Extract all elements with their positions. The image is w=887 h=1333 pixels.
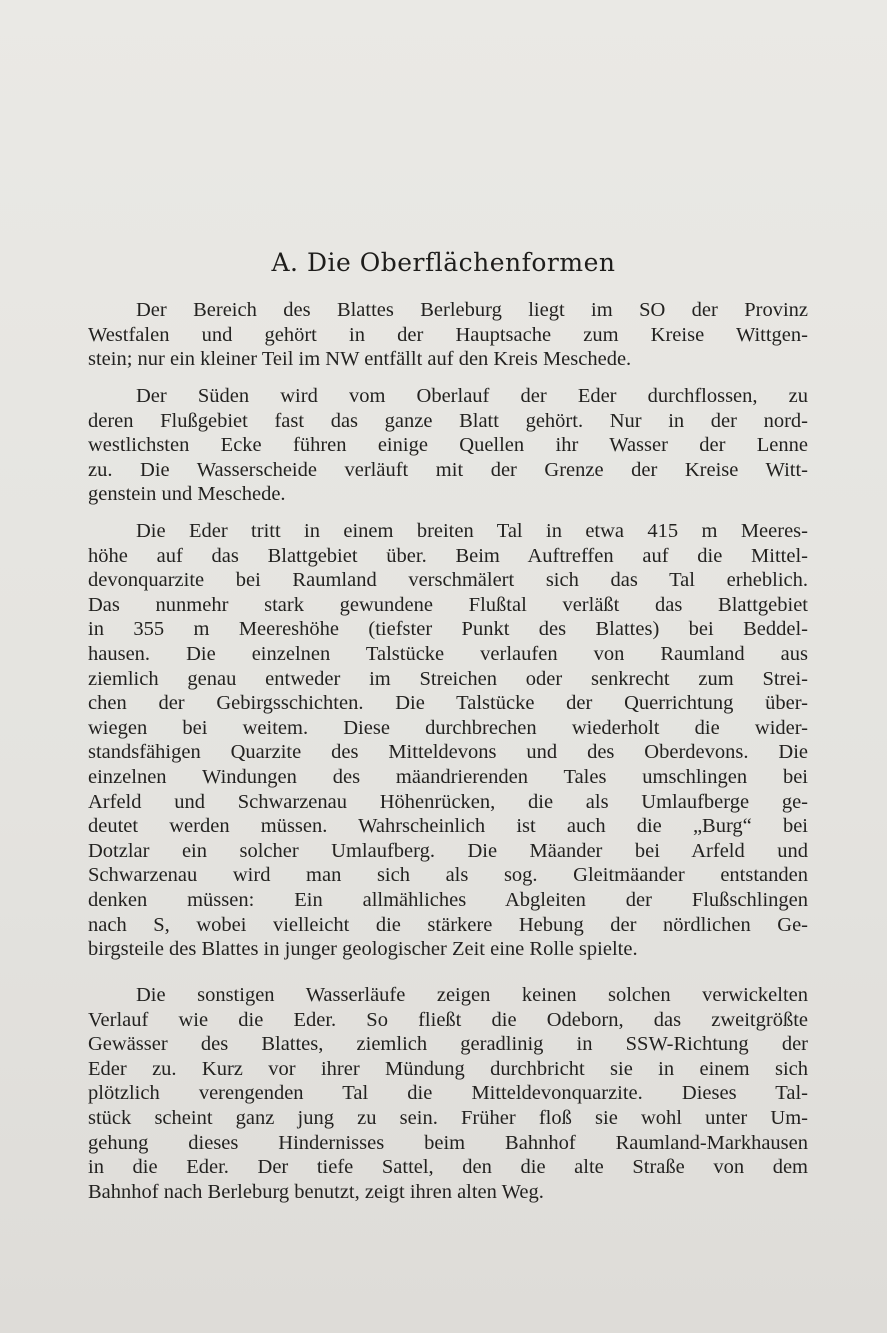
paragraph-line: einzelnen Windungen des mäandrierenden Tales umschlingen bei xyxy=(88,765,808,788)
paragraph-line: Schwarzenau wird man sich als sog. Gleitmäander entstanden xyxy=(88,864,808,887)
paragraph-2 xyxy=(88,384,808,507)
paragraph-line: plötzlich verengenden Tal die Mitteldevonquarzite. Dieses Tal- xyxy=(88,1082,808,1105)
section-heading: A. Die Oberflächenformen xyxy=(271,248,616,277)
paragraph-line: Arfeld und Schwarzenau Höhenrücken, die als Umlaufberge ge- xyxy=(88,790,808,813)
paragraph-line: chen der Gebirgsschichten. Die Talstücke der Querrichtung über- xyxy=(88,692,808,715)
paragraph-line: deren Flußgebiet fast das ganze Blatt gehört. Nur in der nord- xyxy=(88,409,808,432)
paragraph-line: höhe auf das Blattgebiet über. Beim Auftreffen auf die Mittel- xyxy=(88,544,808,567)
paragraph-line: stück scheint ganz jung zu sein. Früher floß sie wohl unter Um- xyxy=(88,1106,808,1129)
paragraph-line: westlichsten Ecke führen einige Quellen ihr Wasser der Lenne xyxy=(88,434,808,457)
paragraph-line: birgsteile des Blattes in junger geologischer Zeit eine Rolle spielte. xyxy=(88,938,638,961)
paragraph-line: Bahnhof nach Berleburg benutzt, zeigt ihren alten Weg. xyxy=(88,1180,544,1203)
paragraph-line: in die Eder. Der tiefe Sattel, den die alte Straße von dem xyxy=(88,1156,808,1179)
paragraph-1 xyxy=(88,298,808,372)
paragraph-line: in 355 m Meereshöhe (tiefster Punkt des Blattes) bei Beddel- xyxy=(88,618,808,641)
paragraph-line: devonquarzite bei Raumland verschmälert sich das Tal erheblich. xyxy=(88,569,808,592)
paragraph-line: Die sonstigen Wasserläufe zeigen keinen solchen verwickelten xyxy=(136,984,808,1006)
paragraph-line: Verlauf wie die Eder. So fließt die Odeborn, das zweitgrößte xyxy=(88,1008,808,1031)
paragraph-line: Dotzlar ein solcher Umlaufberg. Die Mäander bei Arfeld und xyxy=(88,839,808,862)
paragraph-line: zu. Die Wasserscheide verläuft mit der Grenze der Kreise Witt- xyxy=(88,458,808,481)
paragraph-line: ziemlich genau entweder im Streichen oder senkrecht zum Strei- xyxy=(88,667,808,690)
paragraph-line: nach S, wobei vielleicht die stärkere Hebung der nördlichen Ge- xyxy=(88,913,808,936)
paragraph-line: gehung dieses Hindernisses beim Bahnhof Raumland-Markhausen xyxy=(88,1131,808,1154)
paragraph-line: Der Bereich des Blattes Berleburg liegt im SO der Provinz xyxy=(136,299,808,321)
paragraph-line: denken müssen: Ein allmähliches Abgleiten der Flußschlingen xyxy=(88,888,808,911)
paragraph-line: hausen. Die einzelnen Talstücke verlaufen von Raumland aus xyxy=(88,642,808,665)
paragraph-line: Gewässer des Blattes, ziemlich geradlinig in SSW-Richtung der xyxy=(88,1033,808,1056)
paragraph-line: Eder zu. Kurz vor ihrer Mündung durchbricht sie in einem sich xyxy=(88,1057,808,1080)
paragraph-line: deutet werden müssen. Wahrscheinlich ist auch die „Burg“ bei xyxy=(88,815,808,838)
paragraph-line: Westfalen und gehört in der Hauptsache zum Kreise Wittgen- xyxy=(88,323,808,346)
paragraph-line: Die Eder tritt in einem breiten Tal in etwa 415 m Meeres- xyxy=(136,520,808,542)
paragraph-3 xyxy=(88,519,808,962)
paragraph-line: Das nunmehr stark gewundene Flußtal verläßt das Blattgebiet xyxy=(88,593,808,616)
paragraph-line: standsfähigen Quarzite des Mitteldevons und des Oberdevons. Die xyxy=(88,741,808,764)
paragraph-line: stein; nur ein kleiner Teil im NW entfällt auf den Kreis Meschede. xyxy=(88,348,632,371)
paragraph-line: wiegen bei weitem. Diese durchbrechen wiederholt die wider- xyxy=(88,716,808,739)
paragraph-4 xyxy=(88,983,808,1204)
paragraph-line: Der Süden wird vom Oberlauf der Eder durchflossen, zu xyxy=(136,385,808,407)
paragraph-line: genstein und Meschede. xyxy=(88,483,286,506)
